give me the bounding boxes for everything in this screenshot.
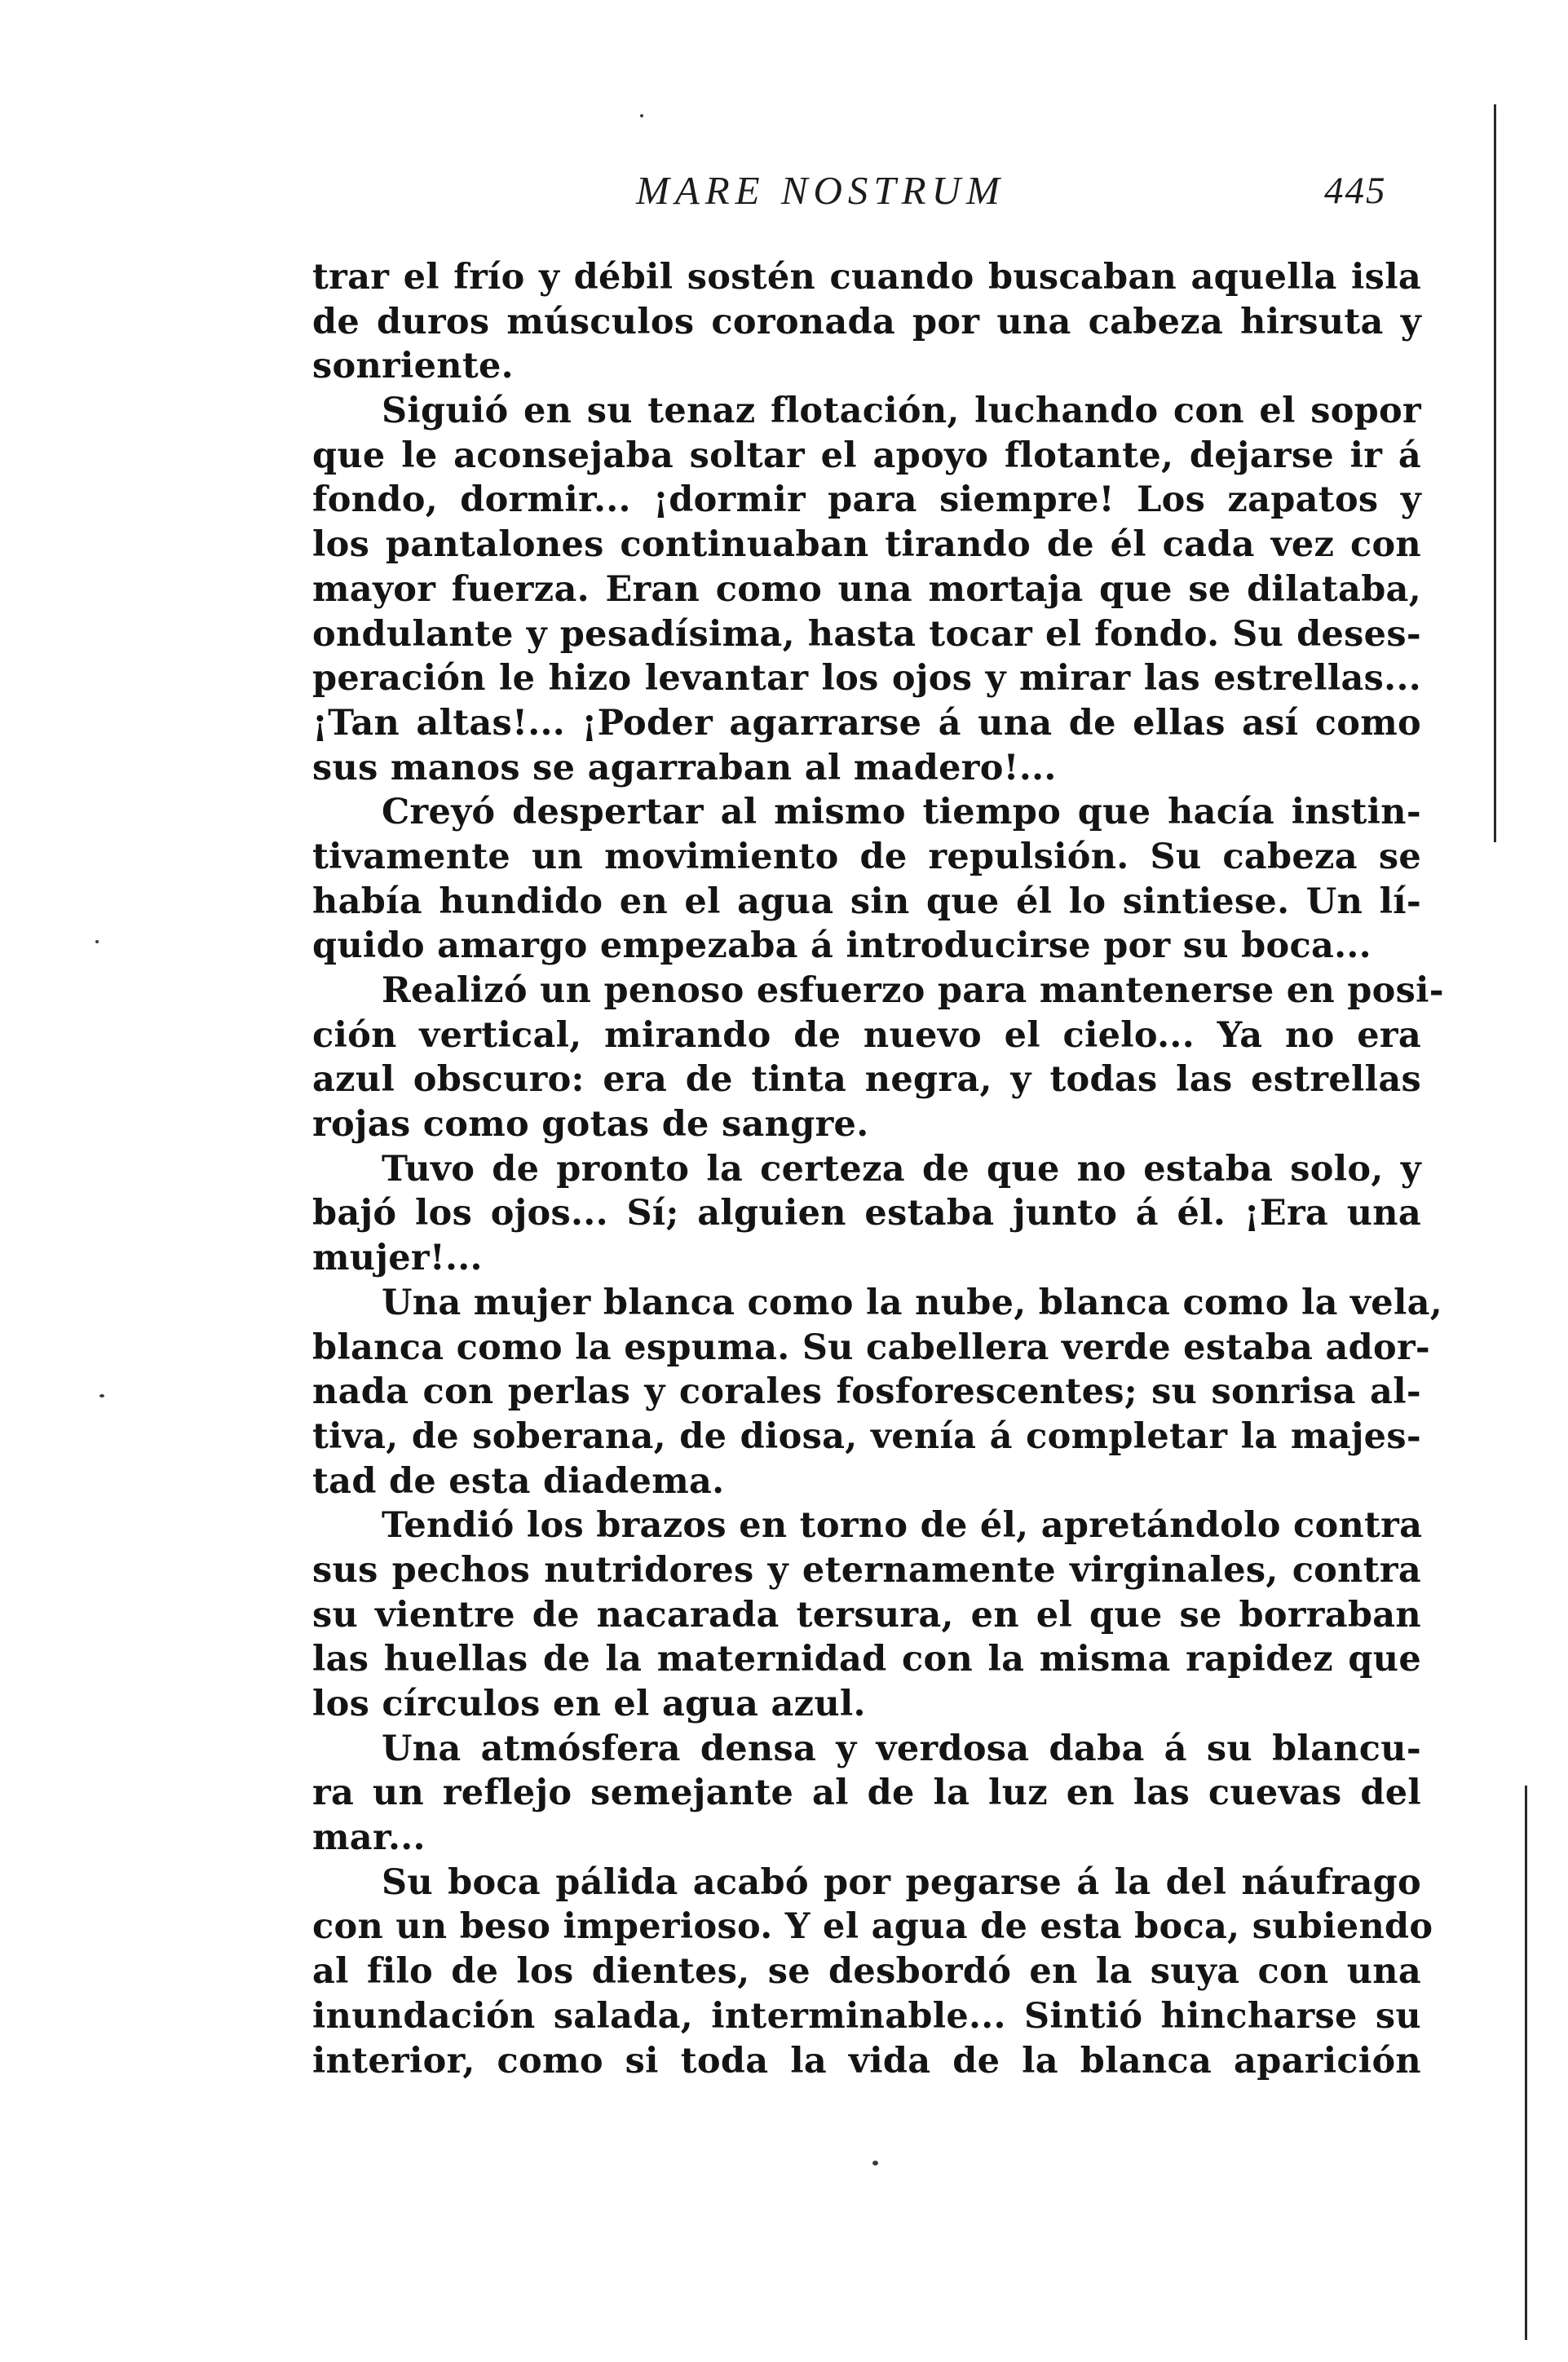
- text-line: trar el frío y débil sostén cuando buscaban aquella isla: [312, 257, 1421, 298]
- text-line: sonriente.: [312, 346, 514, 387]
- text-line: interior, como si toda la vida de la blanca aparición: [312, 2040, 1421, 2082]
- text-line: Siguió en su tenaz flotación, luchando con el sopor: [382, 391, 1421, 432]
- text-line: mayor fuerza. Eran como una mortaja que se dilataba,: [312, 568, 1421, 610]
- text-line: Una mujer blanca como la nube, blanca como la vela,: [382, 1282, 1443, 1323]
- text-line: sus manos se agarraban al madero!...: [312, 747, 1057, 788]
- text-line: blanca como la espuma. Su cabellera verde estaba ador-: [312, 1327, 1431, 1368]
- scan-speck: [640, 114, 643, 117]
- text-line: las huellas de la maternidad con la misma rapidez que: [312, 1639, 1421, 1680]
- text-line: que le aconsejaba soltar el apoyo flotante, dejarse ir á: [312, 435, 1421, 476]
- text-line: rojas como gotas de sangre.: [312, 1104, 869, 1146]
- text-line: su vientre de nacarada tersura, en el que se borraban: [312, 1594, 1421, 1636]
- text-line: ra un reflejo semejante al de la luz en las cuevas del: [312, 1773, 1421, 1814]
- text-line: Una atmósfera densa y verdosa daba á su blancu-: [382, 1728, 1421, 1769]
- text-line: al filo de los dientes, se desbordó en la suya con una: [312, 1951, 1421, 1993]
- text-line: mar...: [312, 1817, 426, 1859]
- running-title: MARE NOSTRUM: [636, 168, 1005, 213]
- page-edge-rule-top: [1494, 104, 1496, 842]
- text-line: Tuvo de pronto la certeza de que no estaba solo, y: [382, 1148, 1421, 1190]
- text-line: ¡Tan altas!... ¡Poder agarrarse á una de ellas así como: [312, 702, 1421, 744]
- scan-speck: [95, 940, 99, 943]
- text-line: tiva, de soberana, de diosa, venía á completar la majes-: [312, 1415, 1421, 1457]
- text-line: Realizó un penoso esfuerzo para mantenerse en posi-: [382, 970, 1444, 1011]
- text-line: los círculos en el agua azul.: [312, 1684, 866, 1724]
- text-line: Su boca pálida acabó por pegarse á la del náufrago: [382, 1861, 1421, 1903]
- text-line: fondo, dormir... ¡dormir para siempre! Los zapatos y: [312, 479, 1421, 521]
- page-edge-rule-bottom: [1525, 1786, 1527, 2340]
- text-line: tad de esta diadema.: [312, 1460, 725, 1502]
- text-line: ondulante y pesadísima, hasta tocar el fondo. Su deses-: [312, 613, 1421, 655]
- text-line: había hundido en el agua sin que él lo sintiese. Un lí-: [312, 881, 1421, 922]
- body-text: [312, 255, 1444, 2083]
- text-line: de duros músculos coronada por una cabeza hirsuta y: [312, 301, 1421, 342]
- text-line: nada con perlas y corales fosforescentes; su sonrisa al-: [312, 1371, 1421, 1413]
- text-line: ción vertical, mirando de nuevo el cielo... Ya no era: [312, 1014, 1421, 1056]
- text-line: quido amargo empezaba á introducirse por su boca...: [312, 925, 1371, 967]
- text-line: azul obscuro: era de tinta negra, y todas las estrellas: [312, 1059, 1421, 1101]
- text-line: Tendió los brazos en torno de él, apretándolo contra: [382, 1505, 1423, 1547]
- text-line: sus pechos nutridores y eternamente virginales, contra: [312, 1549, 1421, 1591]
- page-number: 445: [1324, 170, 1387, 212]
- text-line: con un beso imperioso. Y el agua de esta boca, subiendo: [312, 1906, 1433, 1948]
- text-line: tivamente un movimiento de repulsión. Su cabeza se: [312, 836, 1421, 877]
- text-line: peración le hizo levantar los ojos y mirar las estrellas...: [312, 658, 1421, 700]
- text-line: Creyó despertar al mismo tiempo que hacía instin-: [382, 792, 1421, 833]
- text-line: los pantalones continuaban tirando de él cada vez con: [312, 524, 1421, 566]
- text-line: mujer!...: [312, 1238, 483, 1279]
- text-line: inundación salada, interminable... Sintió hincharse su: [312, 1995, 1421, 2037]
- scan-speck: [872, 2161, 878, 2166]
- text-line: bajó los ojos... Sí; alguien estaba junto á él. ¡Era una: [312, 1193, 1421, 1234]
- scan-speck: [99, 1394, 104, 1397]
